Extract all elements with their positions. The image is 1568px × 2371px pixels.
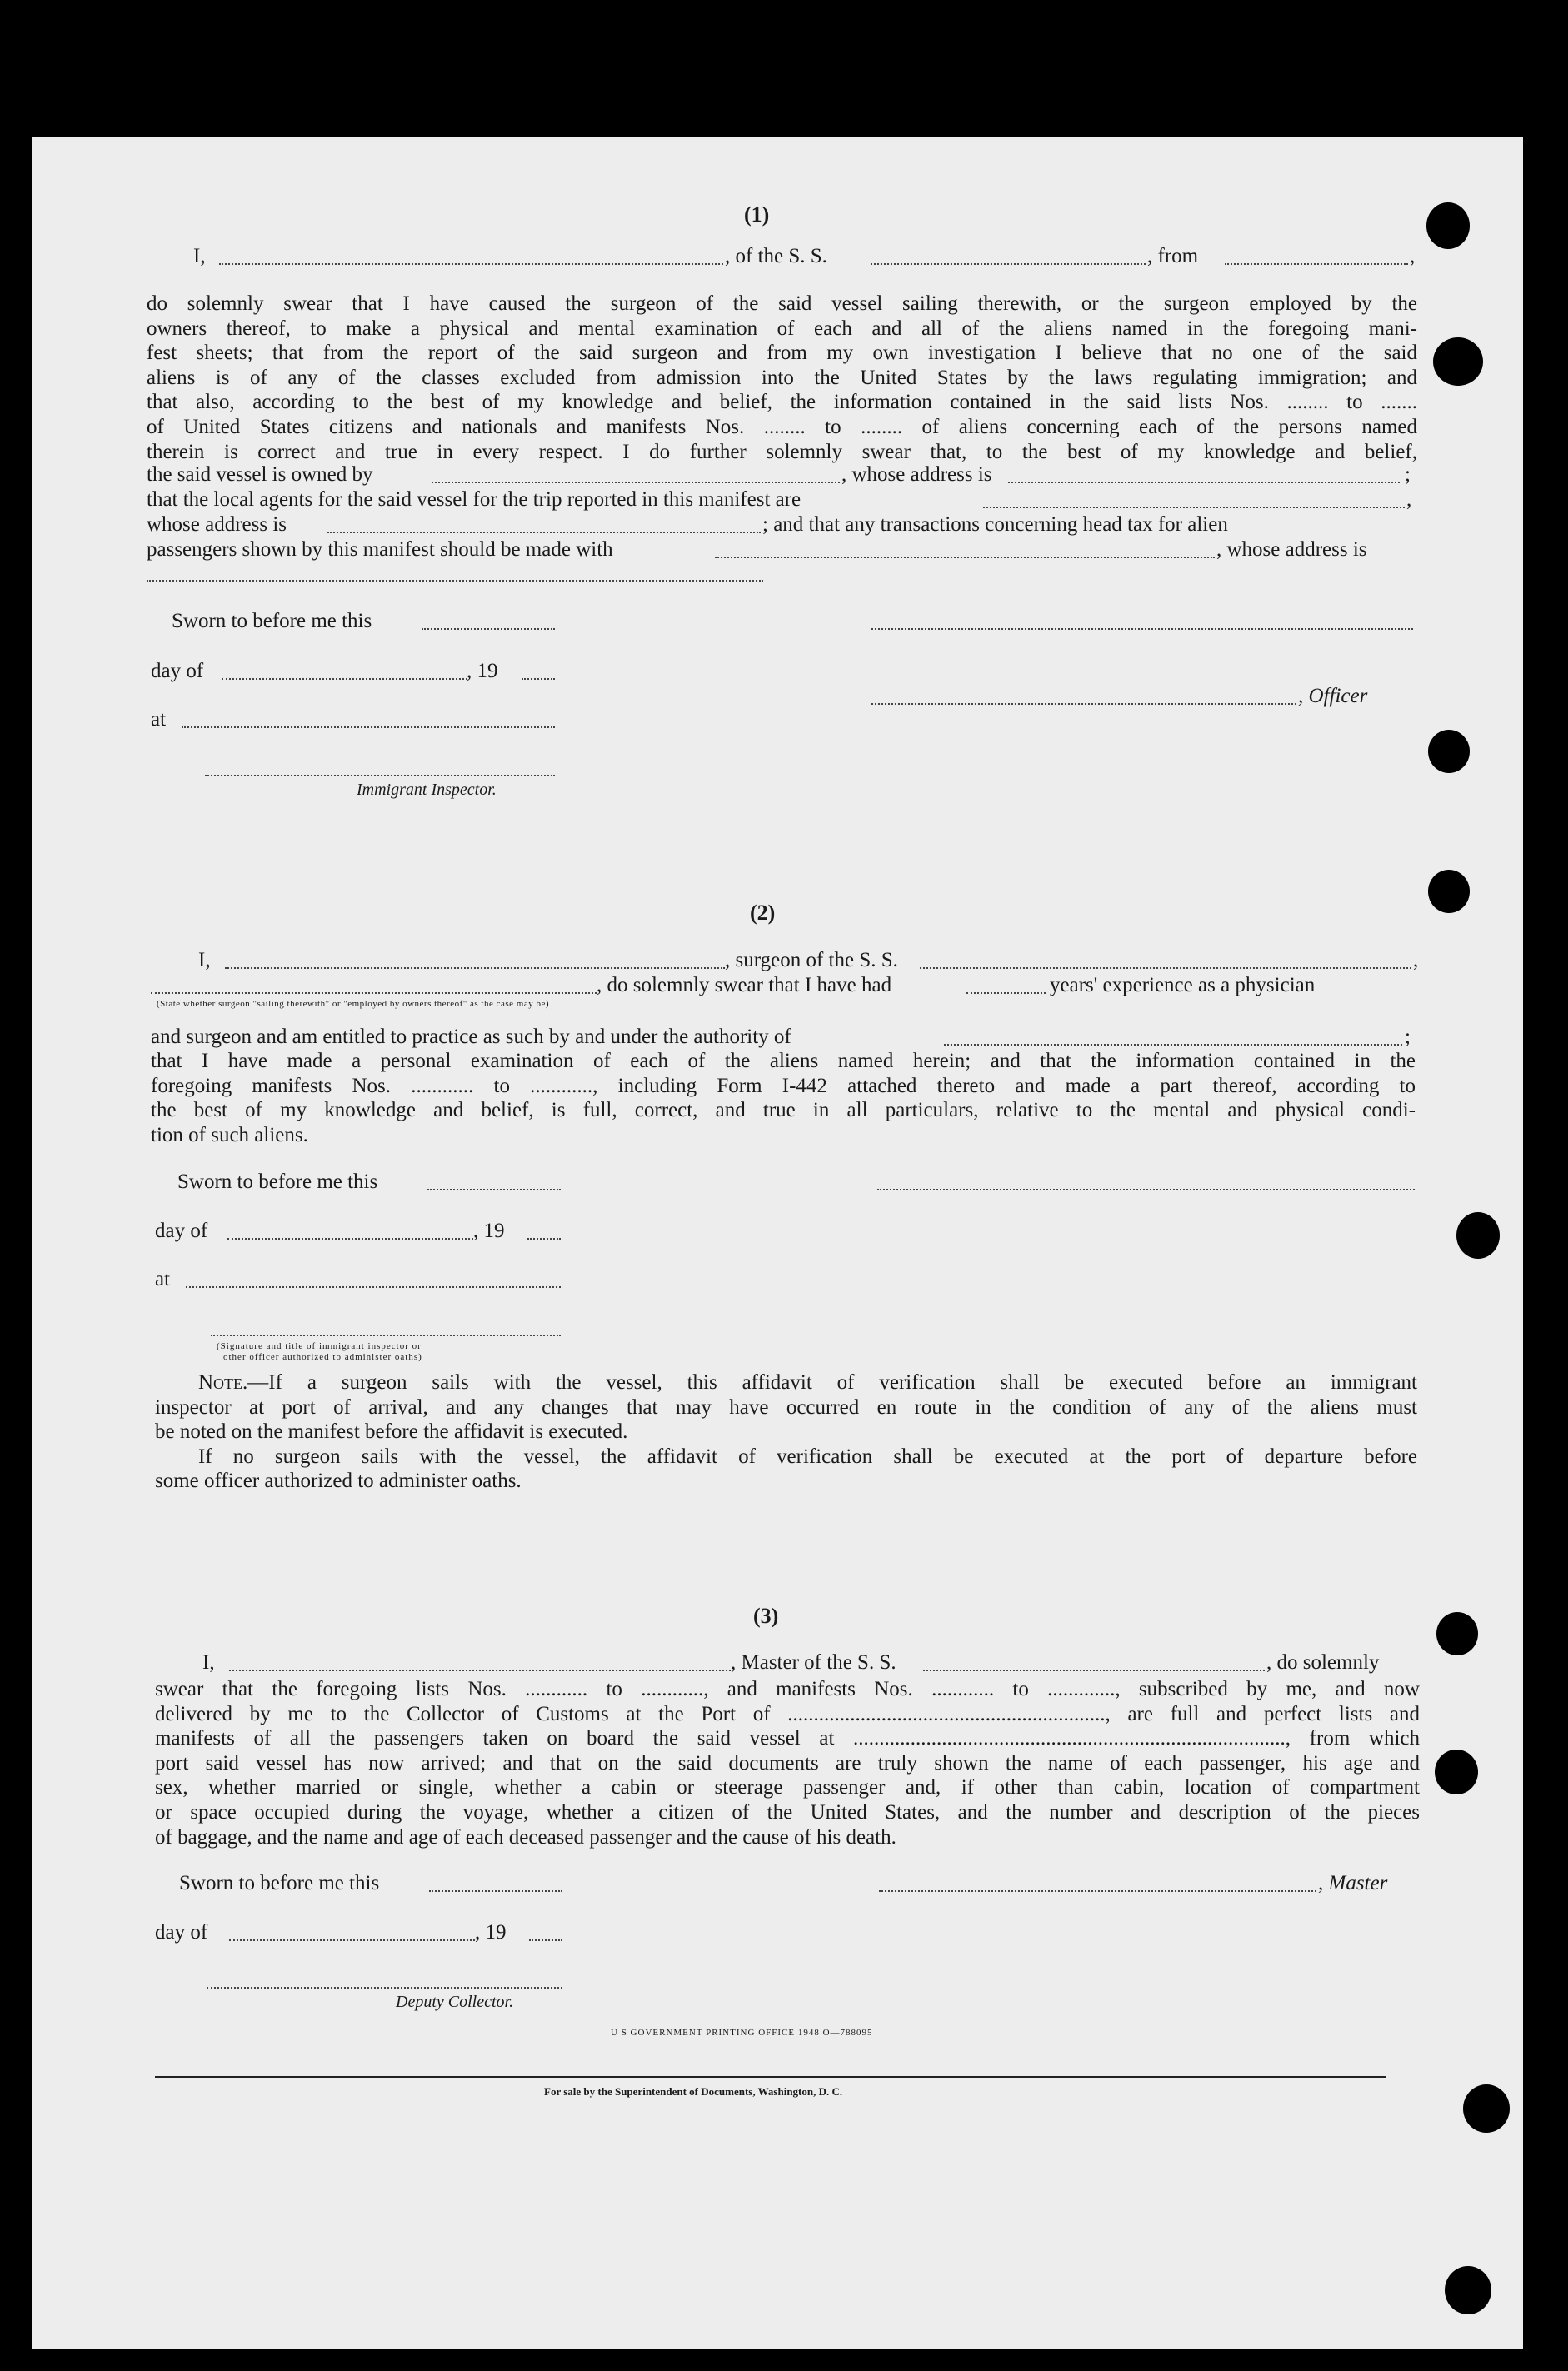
s1-year-field[interactable] [522,678,555,680]
s3-line: manifests of all the passengers taken on board the said vessel at ..................................................................................., from which [155,1727,1420,1750]
punch-hole [1428,870,1470,913]
note-line: some officer authorized to administer oaths. [155,1470,522,1493]
s1-head-tax-address-field[interactable] [147,580,763,582]
s3-solemnly: , do solemnly [1266,1651,1380,1674]
s1-comma: , [1406,488,1412,511]
s1-line: fest sheets; that from the report of the said surgeon and from my own investigation I believe that no one of the said [147,342,1417,365]
s1-comma: , [1410,245,1416,267]
s2-note [155,1370,1417,1494]
s2-year-field[interactable] [527,1238,561,1240]
s3-year-field[interactable] [529,1939,562,1941]
s2-authority-field[interactable] [944,1044,1402,1046]
s2-swear: , do solemnly swear that I have had [597,974,892,996]
s1-agents-address-field[interactable] [327,532,761,533]
punch-hole [1463,2084,1510,2133]
s2-paragraph [151,1049,1416,1147]
s3-master-of: , Master of the S. S. [731,1651,896,1674]
punch-hole [1436,1612,1478,1655]
s1-of-ss: , of the S. S. [725,245,827,267]
s1-from: , from [1147,245,1199,267]
s1-month-field[interactable] [222,678,467,680]
s3-line: sex, whether married or single, whether a cabin or steerage passenger and, if other than cabin, location of compartment [155,1776,1420,1799]
s1-line: of United States citizens and nationals and manifests Nos. ........ to ........ of aliens concerning each of the persons named [147,415,1417,438]
s2-sworn-date-field[interactable] [427,1189,561,1190]
note-line: —If a surgeon sails with the vessel, this affidavit of verification shall be executed before an immigrant [247,1371,1417,1394]
s1-from-field[interactable] [1225,263,1408,265]
s2-line: the best of my knowledge and belief, is full, correct, and true in all particulars, relative to the mental and physical condi- [151,1099,1416,1122]
s1-paragraph [147,292,1417,464]
punch-hole [1435,1750,1478,1794]
s1-owned-addr: , whose address is [841,463,992,486]
punch-hole [1445,2266,1491,2314]
note-line: If no surgeon sails with the vessel, the affidavit of verification shall be executed at the port of departure before [198,1445,1417,1468]
punch-hole [1426,202,1470,249]
s1-day-of: day of [151,660,204,682]
note-line: be noted on the manifest before the affidavit is executed. [155,1420,628,1444]
punch-hole [1428,730,1470,773]
s1-inspector-label: Immigrant Inspector. [357,781,497,799]
s3-sworn-date-field[interactable] [429,1890,562,1892]
s1-sworn-date-field[interactable] [422,628,555,630]
s1-officer-signature-field[interactable] [871,628,1413,630]
s2-inspector-signature-field[interactable] [211,1335,561,1336]
s3-i: I, [202,1651,215,1674]
s2-i: I, [198,949,211,971]
s2-comma: , [1413,949,1419,971]
s2-line: tion of such aliens. [151,1123,308,1146]
s2-and-surgeon: and surgeon and am entitled to practice as such by and under the authority of [151,1026,791,1048]
s2-name-field[interactable] [225,967,725,969]
s1-i: I, [193,245,206,267]
s1-owner-field[interactable] [432,482,840,483]
s3-month-field[interactable] [229,1939,475,1941]
s2-sig-caption-1: (Signature and title of immigrant inspector or [217,1341,422,1351]
s2-years: years' experience as a physician [1050,974,1316,996]
s1-sworn: Sworn to before me this [172,610,372,632]
s1-head-tax-agent-field[interactable] [715,557,1215,558]
s3-line: port said vessel has now arrived; and that on the said documents are truly shown the name of each passenger, his age and [155,1751,1420,1775]
s3-line: or space occupied during the voyage, whether a citizen of the United States, and the number and description of the pieces [155,1800,1420,1824]
s3-sworn: Sworn to before me this [179,1872,380,1894]
s2-years-field[interactable] [966,992,1046,994]
s1-line: do solemnly swear that I have caused the surgeon of the said vessel sailing therewith, or the surgeon employed by the [147,292,1417,315]
s2-surgeon-signature-field[interactable] [877,1189,1415,1190]
s2-sworn: Sworn to before me this [177,1171,378,1193]
s3-vessel-field[interactable] [923,1670,1265,1671]
footer-rule [155,2076,1386,2078]
s1-agents-field[interactable] [983,507,1405,508]
s2-at: at [155,1268,171,1290]
punch-hole [1456,1212,1500,1259]
s1-head-tax: ; and that any transactions concerning head tax for alien [762,513,1228,536]
s3-master-signature-field[interactable] [879,1890,1316,1892]
form-page [32,137,1523,2349]
s3-paragraph [155,1677,1420,1849]
s1-at: at [151,708,167,731]
s1-vessel-field[interactable] [871,263,1146,265]
note-line: inspector at port of arrival, and any changes that may have occurred en route in the condition of any of the aliens must [155,1395,1417,1419]
s1-passengers-tail: , whose address is [1216,538,1367,561]
s2-caption: (State whether surgeon "sailing therewith" or "employed by owners thereof" as the case may be) [157,999,550,1009]
s2-surgeon-status-field[interactable] [151,992,597,994]
s3-master-label: , Master [1318,1872,1388,1894]
s1-officer-title-field[interactable] [871,703,1296,705]
s1-officer-label: , Officer [1298,685,1368,707]
s2-semicolon: ; [1405,1026,1411,1048]
s2-surgeon-of: , surgeon of the S. S. [725,949,898,971]
note-label: Note. [198,1371,248,1394]
section-3-heading: (3) [753,1604,779,1628]
s1-owner-address-field[interactable] [1008,482,1400,483]
s3-deputy-label: Deputy Collector. [396,1993,514,2011]
s1-owned-by: the said vessel is owned by [147,463,373,486]
s2-line: foregoing manifests Nos. ............ to ............, including Form I-442 attached thereto and made a part thereof, according to [151,1074,1416,1097]
s2-nineteen: , 19 [473,1220,505,1242]
s3-deputy-signature-field[interactable] [207,1987,562,1989]
punch-hole [1433,337,1483,386]
s2-sig-caption-2: other officer authorized to administer oaths) [223,1352,422,1362]
s1-inspector-signature-field[interactable] [205,775,555,776]
s1-line: that also, according to the best of my knowledge and belief, the information contained in the said lists Nos. ........ to ....... [147,391,1417,414]
s2-day-of: day of [155,1220,208,1242]
s2-month-field[interactable] [227,1238,473,1240]
s1-line: owners thereof, to make a physical and mental examination of each and all of the aliens named in the foregoing mani- [147,317,1417,340]
s3-line: of baggage, and the name and age of each deceased passenger and the cause of his death. [155,1825,896,1849]
s1-local-agents: that the local agents for the said vessel for the trip reported in this manifest are [147,488,801,511]
footer-note: For sale by the Superintendent of Documents, Washington, D. C. [544,2085,843,2098]
s3-line: swear that the foregoing lists Nos. ............ to ............, and manifests Nos. ............ to ............., subscribed by me, and now [155,1678,1420,1700]
s2-vessel-field[interactable] [920,967,1411,969]
s2-at-field[interactable] [186,1286,561,1288]
s3-line: delivered by me to the Collector of Customs at the Port of ............................................................., are full and perfect lists and [155,1702,1420,1725]
s1-passengers: passengers shown by this manifest should be made with [147,538,613,561]
gpo-imprint: U S GOVERNMENT PRINTING OFFICE 1948 O—788095 [611,2028,873,2038]
s1-semicolon: ; [1405,463,1411,486]
s1-nineteen: , 19 [467,660,498,682]
section-1-heading: (1) [744,202,770,227]
section-2-heading: (2) [750,901,776,925]
s2-line: that I have made a personal examination of each of the aliens named herein; and that the information contained in the [151,1050,1416,1072]
s1-at-field[interactable] [182,726,555,728]
s1-name-field[interactable] [219,263,723,265]
s3-day-of: day of [155,1921,208,1944]
s1-line: therein is correct and true in every respect. I do further solemnly swear that, to the best of my knowledge and belief, [147,440,1417,463]
s3-name-field[interactable] [229,1670,731,1671]
s1-line: aliens is of any of the classes excluded from admission into the United States by the laws regulating immigration; and [147,366,1417,389]
s3-nineteen: , 19 [475,1921,507,1944]
s1-whose-addr: whose address is [147,513,287,536]
